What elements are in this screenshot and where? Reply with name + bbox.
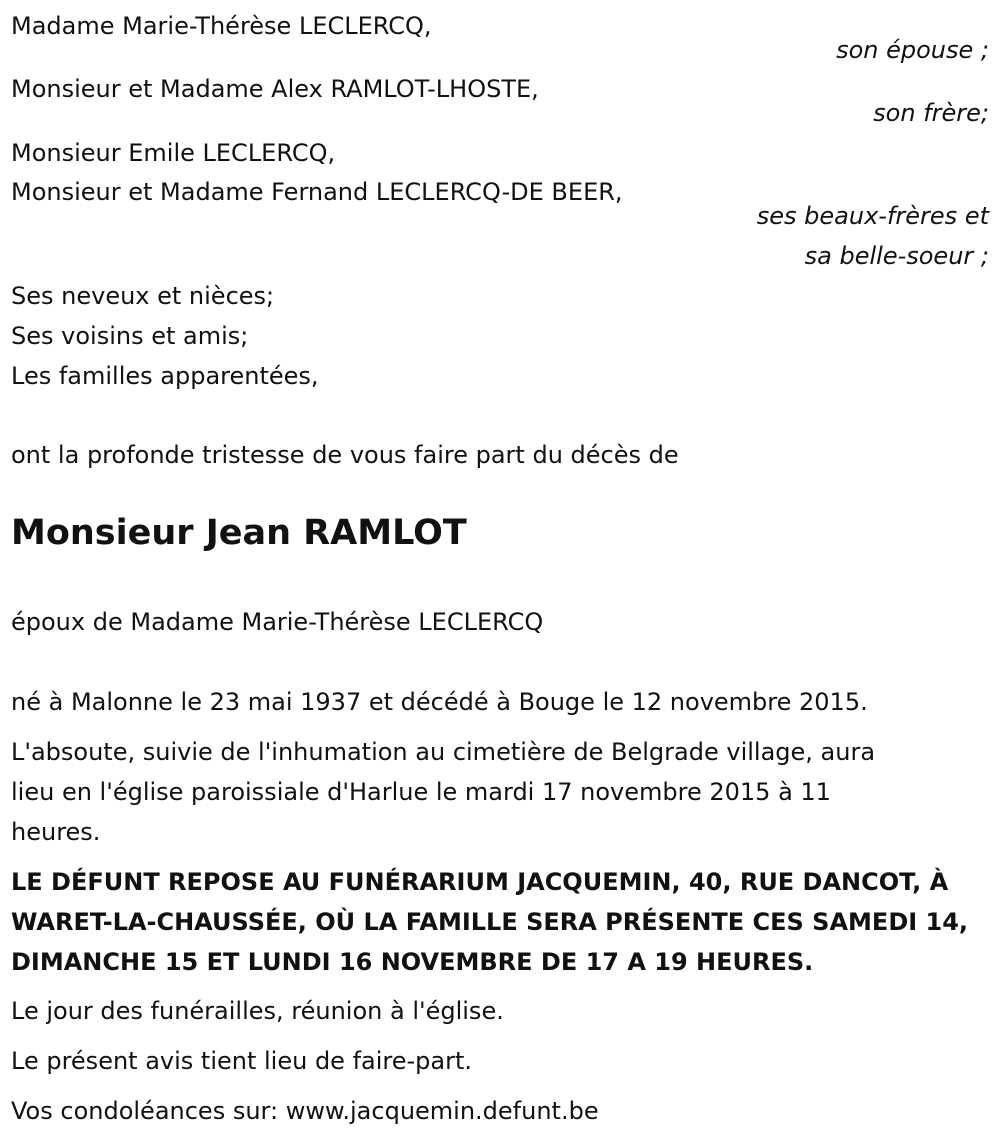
- family-line-relatives: Les familles apparentées,: [11, 362, 319, 390]
- spouse-line: époux de Madame Marie-Thérèse LECLERCQ: [11, 608, 544, 636]
- deceased-name: Monsieur Jean RAMLOT: [11, 513, 467, 553]
- funerarium-line-2: WARET-LA-CHAUSSÉE, OÙ LA FAMILLE SERA PRÉSENTE CES SAMEDI 14,: [11, 908, 969, 936]
- relation-in-laws-1: ses beaux-frères et: [756, 202, 989, 230]
- funeral-reunion-note: Le jour des funérailles, réunion à l'église.: [11, 997, 504, 1025]
- funerarium-line-1: LE DÉFUNT REPOSE AU FUNÉRARIUM JACQUEMIN, 40, RUE DANCOT, À: [11, 868, 949, 896]
- family-line-brother: Monsieur et Madame Alex RAMLOT-LHOSTE,: [11, 75, 539, 103]
- notice-replaces-card: Le présent avis tient lieu de faire-part.: [11, 1047, 473, 1075]
- family-line-brother-in-law-1: Monsieur Emile LECLERCQ,: [11, 139, 336, 167]
- family-line-brother-in-law-2: Monsieur et Madame Fernand LECLERCQ-DE BEER,: [11, 178, 623, 206]
- ceremony-line-1: L'absoute, suivie de l'inhumation au cimetière de Belgrade village, aura: [11, 738, 876, 766]
- family-line-spouse: Madame Marie-Thérèse LECLERCQ,: [11, 12, 432, 40]
- birth-death-dates: né à Malonne le 23 mai 1937 et décédé à Bouge le 12 novembre 2015.: [11, 688, 868, 716]
- family-line-nephews: Ses neveux et nièces;: [11, 282, 275, 310]
- ceremony-line-3: heures.: [11, 818, 101, 846]
- announcement-text: ont la profonde tristesse de vous faire part du décès de: [11, 441, 679, 469]
- relation-in-laws-2: sa belle-soeur ;: [804, 242, 989, 270]
- funerarium-line-3: DIMANCHE 15 ET LUNDI 16 NOVEMBRE DE 17 A 19 HEURES.: [11, 948, 814, 976]
- relation-brother: son frère;: [873, 99, 989, 127]
- relation-spouse: son épouse ;: [836, 36, 989, 64]
- condolences-link[interactable]: Vos condoléances sur: www.jacquemin.defunt.be: [11, 1097, 599, 1125]
- family-line-neighbors: Ses voisins et amis;: [11, 322, 249, 350]
- ceremony-line-2: lieu en l'église paroissiale d'Harlue le mardi 17 novembre 2015 à 11: [11, 778, 831, 806]
